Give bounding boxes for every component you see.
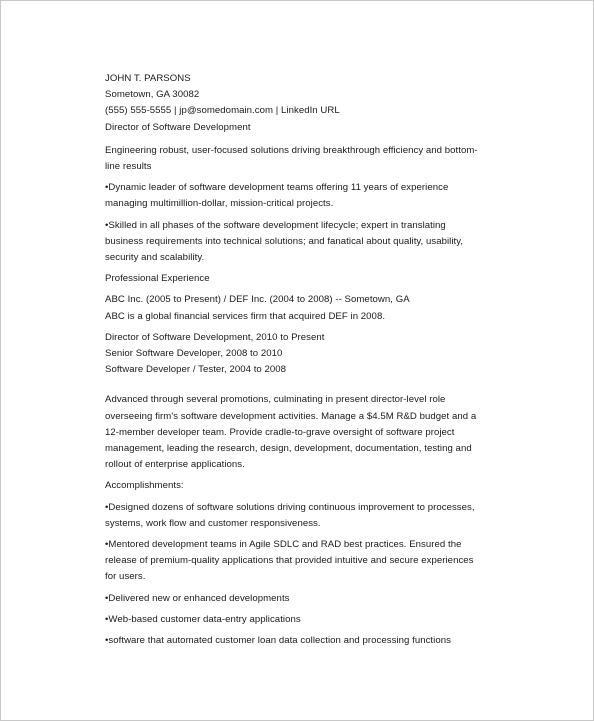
experience-section (105, 271, 505, 473)
company-line: ABC Inc. (2005 to Present) / DEF Inc. (2004 to 2008) -- Sometown, GA (105, 294, 410, 306)
candidate-name: JOHN T. PARSONS (105, 73, 191, 84)
experience-description-line: rollout of enterprise applications. (105, 459, 245, 471)
summary-bullet-line: •Skilled in all phases of the software development lifecycle; expert in translating (105, 219, 446, 231)
experience-description-line: 12-member developer team. Provide cradle-to-grave oversight of software project (105, 426, 455, 438)
summary-intro-line: Engineering robust, user-focused solutions driving breakthrough efficiency and bottom- (105, 144, 478, 156)
candidate-contact: (555) 555-5555 | jp@somedomain.com | LinkedIn URL (105, 105, 340, 117)
accomplishments-heading: Accomplishments: (105, 480, 184, 492)
accomplishment-line: systems, work flow and customer responsiveness. (105, 517, 321, 529)
summary-intro-line: line results (105, 161, 152, 173)
resume-header (105, 71, 505, 136)
role-line: Director of Software Development, 2010 to Present (105, 331, 325, 343)
role-line: Software Developer / Tester, 2004 to 2008 (105, 364, 287, 376)
resume-body (105, 71, 505, 649)
accomplishment-line: •Web-based customer data-entry applications (105, 613, 301, 625)
summary-section (105, 143, 505, 266)
experience-description-line: management, leading the research, design, development, documentation, testing and (105, 443, 472, 455)
experience-heading: Professional Experience (105, 273, 210, 285)
summary-bullet-line: •Dynamic leader of software development teams offering 11 years of experience (105, 182, 449, 194)
accomplishment-line: •Delivered new or enhanced developments (105, 592, 290, 604)
role-line: Senior Software Developer, 2008 to 2010 (105, 348, 283, 360)
accomplishments-section (105, 478, 505, 649)
summary-bullet-line: business requirements into technical solutions; and fanatical about quality, usability, (105, 235, 464, 247)
summary-bullet-line: managing multimillion-dollar, mission-critical projects. (105, 198, 334, 210)
experience-description-line: Advanced through several promotions, culminating in present director-level role (105, 394, 446, 406)
company-description: ABC is a global financial services firm that acquired DEF in 2008. (105, 310, 386, 322)
candidate-address: Sometown, GA 30082 (105, 89, 200, 101)
summary-bullet-line: security and scalability. (105, 252, 205, 264)
accomplishment-line: •Designed dozens of software solutions driving continuous improvement to processes, (105, 501, 475, 513)
accomplishment-line: •software that automated customer loan data collection and processing functions (105, 635, 451, 647)
accomplishment-line: for users. (105, 571, 146, 583)
experience-description-line: overseeing firm's software development activities. Manage a $4.5M R&D budget and a (105, 410, 477, 422)
accomplishment-line: release of premium-quality applications that provided intuitive and secure experiences (105, 555, 474, 567)
accomplishment-line: •Mentored development teams in Agile SDLC and RAD best practices. Ensured the (105, 539, 462, 551)
candidate-title: Director of Software Development (105, 121, 251, 133)
